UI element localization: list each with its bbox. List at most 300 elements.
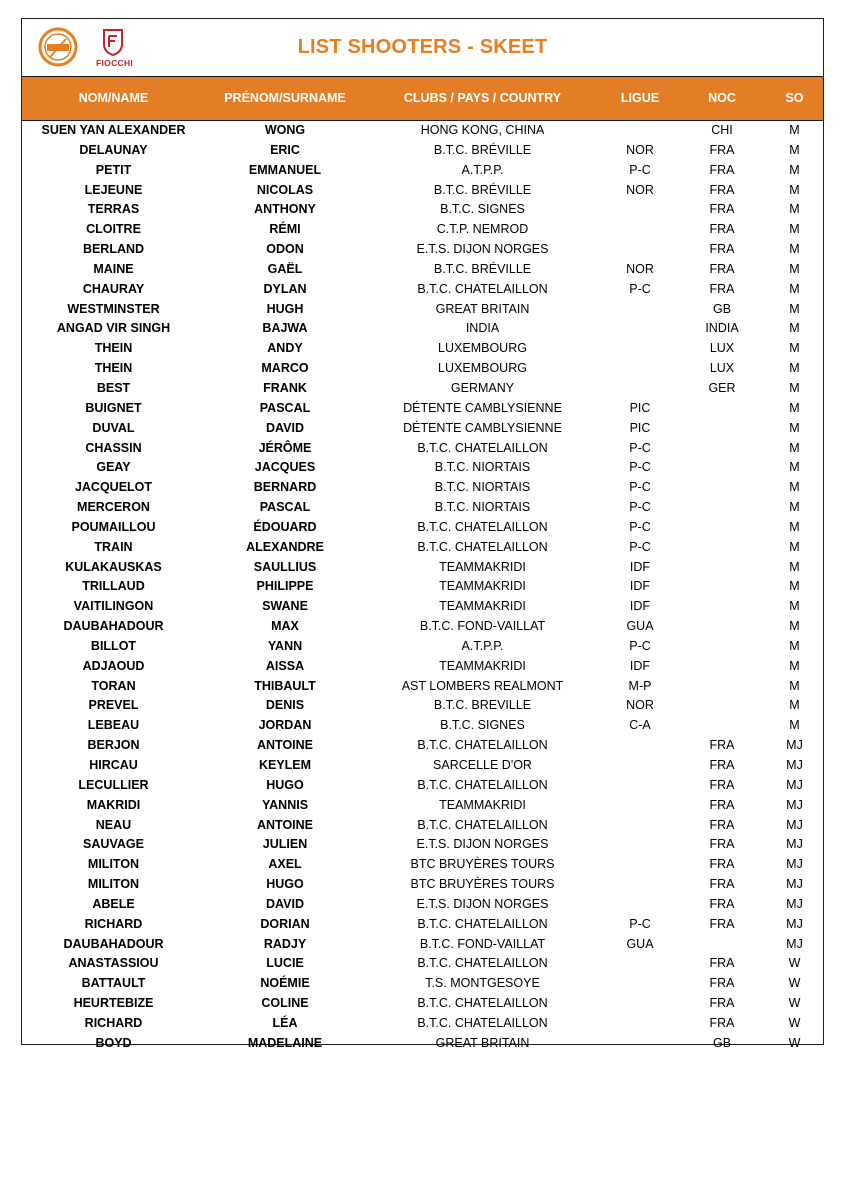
noc-cell <box>680 696 764 716</box>
noc-cell: FRA <box>709 758 735 772</box>
fiocchi-brand-text: FIOCCHI <box>96 58 134 68</box>
table-row <box>22 161 823 181</box>
club-cell: E.T.S. DIJON NORGES <box>416 837 549 852</box>
club-cell: B.T.C. FOND-VAILLAT <box>419 936 546 951</box>
so-cell: M <box>789 460 800 475</box>
so-cell: MJ <box>786 916 803 931</box>
noc-cell: FRA <box>709 797 735 812</box>
ligue-cell: C-A <box>629 718 651 733</box>
surname-cell: BERNARD <box>253 480 317 495</box>
table-row <box>22 458 823 478</box>
name-cell: THEIN <box>94 341 133 356</box>
so-cell: M <box>789 222 800 237</box>
ligue-cell: P-C <box>629 916 651 931</box>
ligue-cell: PIC <box>629 420 651 435</box>
name-cell: LECULLIER <box>78 777 149 792</box>
name-cell: MAKRIDI <box>86 797 141 812</box>
table-row <box>22 399 823 419</box>
club-cell: DÉTENTE CAMBLYSIENNE <box>403 400 562 415</box>
noc-cell: FRA <box>709 261 735 276</box>
club-cell: B.T.C. FOND-VAILLAT <box>419 619 546 634</box>
name-cell: BATTAULT <box>81 976 146 991</box>
column-header-club: CLUBS / PAYS / COUNTRY <box>403 91 562 105</box>
surname-cell: SWANE <box>262 599 308 614</box>
so-cell: MJ <box>786 797 803 812</box>
surname-cell: DYLAN <box>263 281 307 296</box>
noc-cell: FRA <box>709 877 735 892</box>
table-row <box>22 756 823 776</box>
noc-cell <box>680 518 764 538</box>
club-cell: B.T.C. CHATELAILLON <box>417 777 548 792</box>
surname-cell: PASCAL <box>259 500 311 515</box>
club-cell: AST LOMBERS REALMONT <box>401 678 564 693</box>
noc-cell <box>680 399 764 419</box>
club-cell: BTC BRUYÈRES TOURS <box>410 857 555 872</box>
noc-cell: FRA <box>709 162 735 177</box>
surname-cell: ODON <box>266 242 304 257</box>
surname-cell: DORIAN <box>260 916 310 931</box>
noc-cell: FRA <box>709 976 735 991</box>
table-row <box>22 994 823 1014</box>
name-cell: JACQUELOT <box>74 480 153 495</box>
surname-cell: MADELAINE <box>247 1035 323 1050</box>
noc-cell <box>680 458 764 478</box>
table-row <box>22 597 823 617</box>
ligue-cell <box>600 994 680 1014</box>
surname-cell: KEYLEM <box>258 758 312 772</box>
surname-cell: ANTOINE <box>256 817 314 832</box>
ligue-cell: P-C <box>629 539 651 554</box>
so-cell: M <box>789 500 800 515</box>
name-cell: MILITON <box>87 877 140 892</box>
ligue-cell: PIC <box>629 400 651 415</box>
name-cell: GEAY <box>96 460 131 475</box>
surname-cell: AXEL <box>268 857 302 872</box>
club-cell: GERMANY <box>450 380 515 395</box>
so-cell: M <box>789 123 800 137</box>
so-cell: M <box>789 242 800 257</box>
so-cell: W <box>788 1015 801 1030</box>
noc-cell: FRA <box>709 281 735 296</box>
so-cell: W <box>788 1035 801 1050</box>
so-cell: W <box>788 956 801 971</box>
name-cell: HEURTEBIZE <box>73 996 154 1011</box>
name-cell: WESTMINSTER <box>67 301 160 316</box>
noc-cell <box>680 597 764 617</box>
so-cell: M <box>789 400 800 415</box>
ligue-cell: IDF <box>629 579 651 594</box>
name-cell: ADJAOUD <box>82 658 145 673</box>
name-cell: MILITON <box>87 857 140 872</box>
surname-cell: HUGO <box>266 877 304 892</box>
surname-cell: BAJWA <box>262 321 308 336</box>
noc-cell: FRA <box>709 896 735 911</box>
noc-cell: FRA <box>709 996 735 1011</box>
surname-cell: PHILIPPE <box>256 579 314 594</box>
surname-cell: RÉMI <box>269 222 301 237</box>
name-cell: TORAN <box>91 678 136 693</box>
ligue-cell <box>600 121 680 141</box>
club-cell: T.S. MONTGESOYE <box>425 976 540 991</box>
ligue-cell: P-C <box>629 480 651 495</box>
name-cell: DAUBAHADOUR <box>63 619 164 634</box>
club-cell: C.T.P. NEMROD <box>436 222 529 237</box>
ligue-cell: GUA <box>626 936 654 951</box>
club-cell: B.T.C. CHATELAILLON <box>417 281 548 296</box>
noc-cell: FRA <box>709 242 735 257</box>
noc-cell <box>680 637 764 657</box>
club-cell: TEAMMAKRIDI <box>439 797 526 812</box>
ligue-cell <box>600 319 680 339</box>
title-bar <box>22 19 823 77</box>
table-row <box>22 617 823 637</box>
surname-cell: AISSA <box>265 658 305 673</box>
ligue-cell: P-C <box>629 281 651 296</box>
surname-cell: RADJY <box>263 936 307 951</box>
surname-cell: MAX <box>271 619 299 634</box>
surname-cell: JORDAN <box>258 718 312 733</box>
table-row <box>22 1014 823 1034</box>
surname-cell: EMMANUEL <box>248 162 322 177</box>
so-cell: M <box>789 440 800 455</box>
so-cell: M <box>789 281 800 296</box>
club-cell: HONG KONG, CHINA <box>420 123 545 137</box>
noc-cell: CHI <box>711 123 733 137</box>
table-row <box>22 359 823 379</box>
name-cell: ANGAD VIR SINGH <box>56 321 171 336</box>
noc-cell: FRA <box>709 956 735 971</box>
ligue-cell: P-C <box>629 500 651 515</box>
noc-cell <box>680 716 764 736</box>
noc-cell: FRA <box>709 182 735 197</box>
table-row <box>22 498 823 518</box>
surname-cell: DAVID <box>266 420 304 435</box>
club-cell: B.T.C. NIORTAIS <box>434 500 531 515</box>
noc-cell: FRA <box>709 738 735 753</box>
table-row <box>22 935 823 955</box>
so-cell: M <box>789 301 800 316</box>
ligue-cell: P-C <box>629 440 651 455</box>
so-cell: M <box>789 142 800 157</box>
so-cell: M <box>789 519 800 534</box>
club-cell: B.T.C. SIGNES <box>440 718 525 733</box>
club-cell: GREAT BRITAIN <box>435 301 530 316</box>
noc-cell: INDIA <box>705 321 739 336</box>
noc-cell <box>680 657 764 677</box>
ligue-cell <box>600 300 680 320</box>
table-row <box>22 637 823 657</box>
ligue-cell: NOR <box>626 698 654 713</box>
table-row <box>22 816 823 836</box>
table-row <box>22 319 823 339</box>
club-cell: B.T.C. CHATELAILLON <box>417 817 548 832</box>
club-cell: GREAT BRITAIN <box>435 1035 530 1050</box>
so-cell: M <box>789 619 800 634</box>
name-cell: ANASTASSIOU <box>68 956 159 971</box>
surname-cell: YANN <box>267 638 303 653</box>
noc-cell: FRA <box>709 837 735 852</box>
club-cell: B.T.C. CHATELAILLON <box>417 738 548 753</box>
club-cell: E.T.S. DIJON NORGES <box>416 242 549 257</box>
table-row <box>22 439 823 459</box>
noc-cell: FRA <box>709 777 735 792</box>
ligue-cell: GUA <box>626 619 654 634</box>
ligue-cell <box>600 776 680 796</box>
name-cell: DUVAL <box>92 420 135 435</box>
ligue-cell <box>600 835 680 855</box>
noc-cell <box>680 498 764 518</box>
so-cell: M <box>789 698 800 713</box>
name-cell: BEST <box>96 380 131 395</box>
surname-cell: DAVID <box>266 896 304 911</box>
column-header-surname: PRÉNOM/SURNAME <box>224 91 346 105</box>
table-row <box>22 677 823 697</box>
club-cell: BTC BRUYÈRES TOURS <box>410 877 555 892</box>
club-cell: TEAMMAKRIDI <box>439 579 526 594</box>
surname-cell: GAËL <box>267 261 303 276</box>
so-cell: W <box>788 976 801 991</box>
table-row <box>22 974 823 994</box>
name-cell: TERRAS <box>87 202 140 217</box>
table-row <box>22 379 823 399</box>
club-cell: B.T.C. CHATELAILLON <box>417 519 548 534</box>
so-cell: M <box>789 202 800 217</box>
name-cell: RICHARD <box>84 916 143 931</box>
column-header-name: NOM/NAME <box>78 91 149 105</box>
ligue-cell <box>600 1014 680 1034</box>
noc-cell <box>680 677 764 697</box>
ligue-cell: NOR <box>626 261 654 276</box>
so-cell: M <box>789 678 800 693</box>
so-cell: MJ <box>786 758 803 772</box>
ligue-cell <box>600 855 680 875</box>
name-cell: BERLAND <box>82 242 145 257</box>
surname-cell: THIBAULT <box>254 678 316 693</box>
club-cell: B.T.C. CHATELAILLON <box>417 996 548 1011</box>
name-cell: RICHARD <box>84 1015 143 1030</box>
club-cell: TEAMMAKRIDI <box>439 599 526 614</box>
club-cell: E.T.S. DIJON NORGES <box>416 896 549 911</box>
surname-cell: WONG <box>264 123 306 137</box>
club-cell: LUXEMBOURG <box>438 341 527 356</box>
table-header <box>22 77 823 121</box>
so-cell: M <box>789 480 800 495</box>
ligue-cell <box>600 895 680 915</box>
club-cell: B.T.C. CHATELAILLON <box>417 440 548 455</box>
so-cell: M <box>789 321 800 336</box>
noc-cell: FRA <box>709 857 735 872</box>
club-cell: DÉTENTE CAMBLYSIENNE <box>403 420 562 435</box>
ligue-cell: P-C <box>629 519 651 534</box>
table-row <box>22 796 823 816</box>
ligue-cell: IDF <box>629 658 651 673</box>
ligue-cell <box>600 339 680 359</box>
surname-cell: LUCIE <box>266 956 304 971</box>
table-row <box>22 716 823 736</box>
table-row <box>22 478 823 498</box>
table-row <box>22 696 823 716</box>
name-cell: SAUVAGE <box>83 837 144 852</box>
surname-cell: YANNIS <box>261 797 309 812</box>
name-cell: PETIT <box>95 162 132 177</box>
ligue-cell <box>600 875 680 895</box>
ligue-cell: NOR <box>626 142 654 157</box>
so-cell: M <box>789 718 800 733</box>
table-row <box>22 181 823 201</box>
table-row <box>22 280 823 300</box>
club-cell: A.T.P.P. <box>461 638 504 653</box>
club-cell: B.T.C. CHATELAILLON <box>417 1015 548 1030</box>
column-header-so: SO <box>785 91 804 105</box>
table-row <box>22 1034 823 1054</box>
table-row <box>22 915 823 935</box>
surname-cell: ÉDOUARD <box>253 519 317 534</box>
so-cell: W <box>788 996 801 1011</box>
club-cell: B.T.C. SIGNES <box>440 202 525 217</box>
so-cell: M <box>789 559 800 574</box>
noc-cell: FRA <box>709 916 735 931</box>
ligue-cell <box>600 756 680 776</box>
so-cell: M <box>789 182 800 197</box>
name-cell: MERCERON <box>77 500 150 515</box>
surname-cell: JACQUES <box>254 460 316 475</box>
table-row <box>22 954 823 974</box>
name-cell: POUMAILLOU <box>71 519 156 534</box>
ligue-cell <box>600 816 680 836</box>
noc-cell: FRA <box>709 1015 735 1030</box>
club-cell: B.T.C. BRÉVILLE <box>433 261 532 276</box>
club-cell: B.T.C. CHATELAILLON <box>417 539 548 554</box>
so-cell: M <box>789 361 800 376</box>
club-cell: TEAMMAKRIDI <box>439 559 526 574</box>
so-cell: MJ <box>786 738 803 753</box>
ligue-cell: NOR <box>626 182 654 197</box>
noc-cell <box>680 617 764 637</box>
noc-cell: FRA <box>709 142 735 157</box>
name-cell: DELAUNAY <box>79 142 148 157</box>
club-cell: TEAMMAKRIDI <box>439 658 526 673</box>
so-cell: M <box>789 341 800 356</box>
name-cell: CHASSIN <box>85 440 142 455</box>
ligue-cell <box>600 359 680 379</box>
noc-cell <box>680 439 764 459</box>
ligue-cell <box>600 200 680 220</box>
club-cell: B.T.C. NIORTAIS <box>434 460 531 475</box>
noc-cell <box>680 419 764 439</box>
surname-cell: ERIC <box>270 142 300 157</box>
name-cell: ABELE <box>92 896 135 911</box>
table-row <box>22 776 823 796</box>
table-row <box>22 339 823 359</box>
noc-cell: FRA <box>709 817 735 832</box>
table-row <box>22 121 823 141</box>
ligue-cell: P-C <box>629 460 651 475</box>
noc-cell: FRA <box>709 222 735 237</box>
table-body <box>22 121 823 1054</box>
table-row <box>22 657 823 677</box>
name-cell: DAUBAHADOUR <box>63 936 164 951</box>
noc-cell <box>680 935 764 955</box>
name-cell: BOYD <box>95 1035 132 1050</box>
name-cell: SUEN YAN ALEXANDER <box>41 123 186 137</box>
surname-cell: NICOLAS <box>256 182 314 197</box>
noc-cell: LUX <box>709 341 735 356</box>
table-row <box>22 538 823 558</box>
so-cell: M <box>789 658 800 673</box>
so-cell: MJ <box>786 837 803 852</box>
table-row <box>22 895 823 915</box>
so-cell: MJ <box>786 777 803 792</box>
name-cell: LEJEUNE <box>84 182 143 197</box>
surname-cell: HUGH <box>266 301 304 316</box>
ligue-cell <box>600 796 680 816</box>
so-cell: MJ <box>786 896 803 911</box>
name-cell: BUIGNET <box>85 400 142 415</box>
so-cell: M <box>789 420 800 435</box>
table-row <box>22 577 823 597</box>
table-row <box>22 200 823 220</box>
table-row <box>22 835 823 855</box>
surname-cell: JULIEN <box>262 837 308 852</box>
ligue-cell: M-P <box>628 678 652 693</box>
table-row <box>22 141 823 161</box>
so-cell: MJ <box>786 817 803 832</box>
name-cell: CHAURAY <box>82 281 145 296</box>
club-cell: B.T.C. BREVILLE <box>433 698 532 713</box>
so-cell: M <box>789 599 800 614</box>
page-title: LIST SHOOTERS - SKEET <box>297 36 548 58</box>
name-cell: KULAKAUSKAS <box>65 559 162 574</box>
surname-cell: MARCO <box>261 361 309 376</box>
club-cell: SARCELLE D'OR <box>433 758 532 772</box>
ligue-cell <box>600 1034 680 1054</box>
so-cell: M <box>789 579 800 594</box>
table-row <box>22 558 823 578</box>
name-cell: NEAU <box>95 817 132 832</box>
surname-cell: DENIS <box>265 698 305 713</box>
shooters-list-frame <box>21 18 824 1050</box>
table-row <box>22 419 823 439</box>
club-cell: B.T.C. NIORTAIS <box>434 480 531 495</box>
name-cell: THEIN <box>94 361 133 376</box>
noc-cell: GB <box>712 301 732 316</box>
table-row <box>22 518 823 538</box>
club-cell: A.T.P.P. <box>461 162 504 177</box>
name-cell: TRILLAUD <box>82 579 145 594</box>
surname-cell: ANDY <box>267 341 303 356</box>
surname-cell: JÉRÔME <box>258 440 312 455</box>
name-cell: PREVEL <box>88 698 139 713</box>
ligue-cell: P-C <box>629 162 651 177</box>
so-cell: MJ <box>786 936 803 951</box>
column-header-ligue: LIGUE <box>620 91 660 105</box>
noc-cell <box>680 558 764 578</box>
club-cell: B.T.C. CHATELAILLON <box>417 916 548 931</box>
ligue-cell <box>600 379 680 399</box>
club-cell: INDIA <box>465 321 500 336</box>
name-cell: TRAIN <box>94 539 133 554</box>
so-cell: M <box>789 638 800 653</box>
ligue-cell <box>600 974 680 994</box>
surname-cell: LÉA <box>272 1015 298 1030</box>
table-row <box>22 260 823 280</box>
noc-cell: FRA <box>709 202 735 217</box>
club-cell: B.T.C. CHATELAILLON <box>417 956 548 971</box>
so-cell: MJ <box>786 857 803 872</box>
surname-cell: ALEXANDRE <box>246 539 324 554</box>
surname-cell: COLINE <box>261 996 309 1011</box>
name-cell: VAITILINGON <box>73 599 154 614</box>
